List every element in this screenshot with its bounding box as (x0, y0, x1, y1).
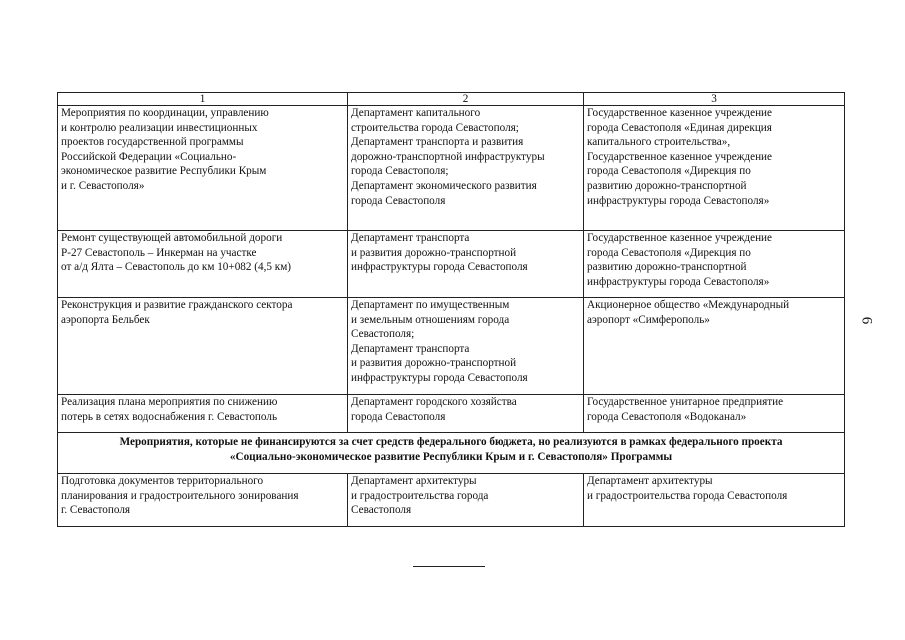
responsible-cell (348, 106, 584, 231)
measure-text: Реконструкция и развитие гражданского сектора аэропорта Бельбек (61, 299, 293, 326)
measure-cell (58, 106, 348, 231)
responsible-text: Департамент транспорта и развития дорожно-транспортной инфраструктуры города Севастополя (351, 232, 528, 274)
table-row (58, 395, 845, 433)
responsible-cell (348, 474, 584, 527)
table-row (58, 474, 845, 527)
table-row (58, 298, 845, 395)
responsible-text: Департамент городского хозяйства города Севастополя (351, 396, 517, 423)
executor-text: Департамент архитектуры и градостроительства города Севастополя (587, 475, 788, 502)
executor-text: Государственное унитарное предприятие города Севастополя «Водоканал» (587, 396, 784, 423)
column-header-3: 3 (584, 93, 845, 106)
executor-cell (584, 298, 845, 395)
measure-cell (58, 231, 348, 298)
responsible-cell (348, 395, 584, 433)
section-heading-cell (58, 433, 845, 474)
executor-cell (584, 474, 845, 527)
measure-cell (58, 395, 348, 433)
responsible-text: Департамент по имущественным и земельным отношениям города Севастополя; Департамент транспорта и развития дорожно-транспортной инфраструктуры города Севастополя (351, 299, 528, 384)
section-heading-row (58, 433, 845, 474)
table-header-row (58, 93, 845, 106)
responsible-cell (348, 298, 584, 395)
measures-table (57, 92, 845, 527)
responsible-text: Департамент архитектуры и градостроительства города Севастополя (351, 475, 489, 517)
executor-text: Акционерное общество «Международный аэропорт «Симферополь» (587, 299, 790, 326)
measure-cell (58, 474, 348, 527)
footer-divider (413, 566, 485, 567)
responsible-text: Департамент капитального строительства города Севастополя; Департамент транспорта и развития дорожно-транспортной инфраструктуры города Севастополя; Департамент экономического развития города Севастополя (351, 107, 545, 207)
executor-cell (584, 106, 845, 231)
measure-text: Ремонт существующей автомобильной дороги Р-27 Севастополь – Инкерман на участке от а/д Ялта – Севастополь до км 10+082 (4,5 км) (61, 232, 292, 274)
measure-text: Подготовка документов территориального планирования и градостроительного зонирования г. Севастополя (61, 475, 299, 517)
executor-cell (584, 231, 845, 298)
executor-text: Государственное казенное учреждение города Севастополя «Единая дирекция капитального строительства», Государственное казенное учреждение города Севастополя «Дирекция по развитию дорожно-транспортной инфраструктуры города Севастополя» (587, 107, 773, 207)
executor-text: Государственное казенное учреждение города Севастополя «Дирекция по развитию дорожно-транспортной инфраструктуры города Севастополя» (587, 232, 773, 288)
table-row (58, 106, 845, 231)
column-header-2: 2 (348, 93, 584, 106)
section-heading: Мероприятия, которые не финансируются за счет средств федерального бюджета, но реализуются в рамках федерального проекта «Социально-экономическое развитие Республики Крым и г. Севастополя» Программы (119, 436, 783, 463)
column-header-1: 1 (58, 93, 348, 106)
responsible-cell (348, 231, 584, 298)
table-row (58, 231, 845, 298)
page-number: 6 (858, 316, 875, 325)
measure-text: Реализация плана мероприятия по снижению потерь в сетях водоснабжения г. Севастополь (61, 396, 278, 423)
measure-text: Мероприятия по координации, управлению и контролю реализации инвестиционных проектов государственной программы Российской Федерации «Социально- экономическое развитие Республики Крым и г. Севастополя» (61, 107, 269, 192)
measure-cell (58, 298, 348, 395)
executor-cell (584, 395, 845, 433)
